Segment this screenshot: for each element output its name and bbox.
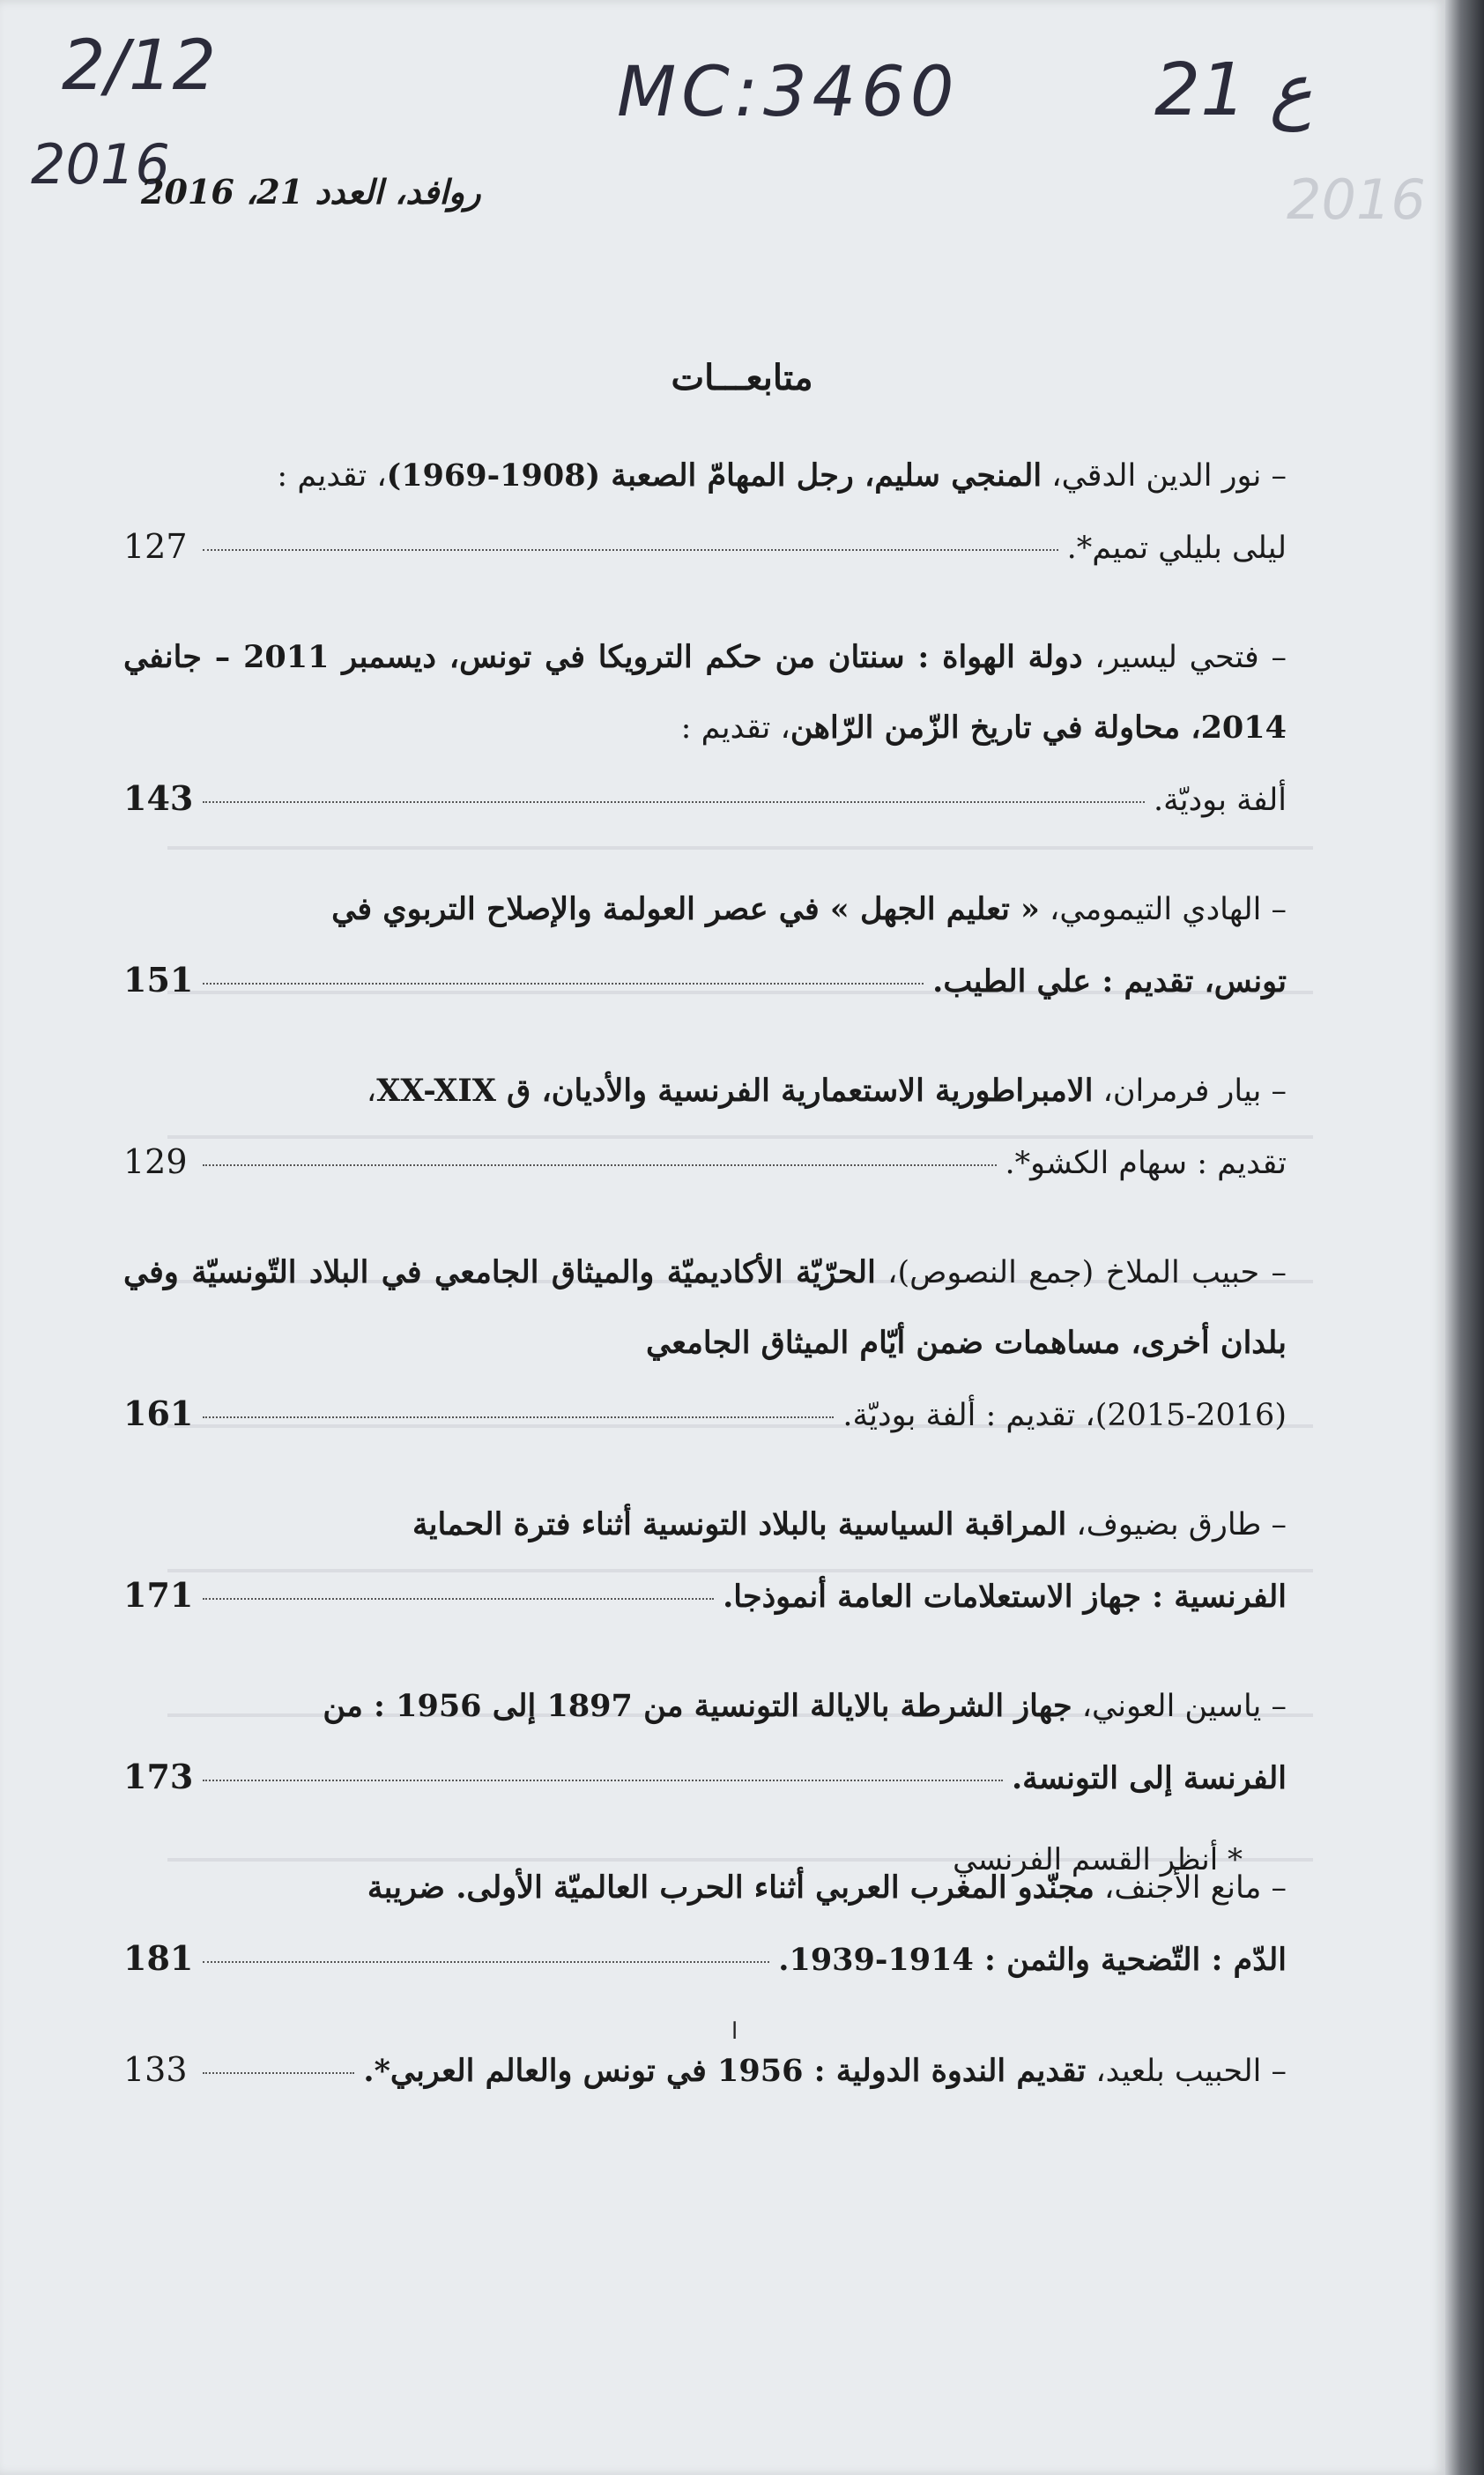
toc-entry: – الهادي التيمومي، « تعليم الجهل » في عصر العولمة والإصلاح التربوي في تونس، تقديم : علي الطيب. 151	[123, 874, 1287, 1017]
handwritten-issue-number: ع 21	[1154, 48, 1313, 132]
toc-entry: – ياسين العوني، جهاز الشرطة بالايالة التونسية من 1897 إلى 1956 : من الفرنسة إلى التونسة. 173	[123, 1671, 1287, 1814]
handwritten-note-date: 2/12	[62, 26, 217, 106]
footnote: * أنظر القسم الفرنسي	[953, 1842, 1243, 1877]
toc-entry: – بيار فرمران، الامبراطورية الاستعمارية الفرنسية والأديان، ق XX-XIX، تقديم : سهام الكشو*. 129	[123, 1056, 1287, 1199]
section-title: متابعـــات	[671, 357, 813, 398]
page-marker: ا	[731, 2018, 738, 2045]
page-number: 173	[123, 1757, 194, 1796]
handwritten-note-year: 2016	[31, 132, 170, 197]
page-number: 143	[123, 778, 194, 818]
page-number: 151	[123, 960, 194, 1000]
ghost-handwriting: 2016	[1287, 167, 1426, 232]
page-number: 127	[123, 527, 188, 566]
page-number: 129	[123, 1142, 188, 1181]
toc-entry: – فتحي ليسير، دولة الهواة : سنتان من حكم الترويكا في تونس، ديسمبر 2011 – جانفي 2014، محاولة في تاريخ الزّمن الرّاهن، تقديم : ألفة بوديّة. 143	[123, 622, 1287, 836]
table-of-contents	[123, 441, 1287, 2145]
toc-entry: – مانع الأجنف، مجنّدو المغرب العربي أثناء الحرب العالميّة الأولى. ضريبة الدّم : التّضحية والثمن : 1914-1939. 181	[123, 1853, 1287, 1996]
toc-entry: – حبيب الملاخ (جمع النصوص)، الحرّيّة الأكاديميّة والميثاق الجامعي في البلاد التّونسيّة وفي بلدان أخرى، مساهمات ضمن أيّام الميثاق الجامعي (2015-2016)، تقديم : ألفة بوديّة. 161	[123, 1238, 1287, 1451]
page-number: 133	[123, 2050, 188, 2089]
toc-entry: – الحبيب بلعيد، تقديم الندوة الدولية : 1956 في تونس والعالم العربي*. 133	[123, 2034, 1287, 2107]
book-edge	[1445, 0, 1484, 2475]
handwritten-call-number: MC:3460	[617, 53, 960, 132]
page-number: 181	[123, 1938, 194, 1978]
page-number: 161	[123, 1394, 194, 1433]
toc-entry: – نور الدين الدقي، المنجي سليم، رجل المهامّ الصعبة (1908-1969)، تقديم : ليلى بليلي تميم*. 127	[123, 441, 1287, 583]
page-number: 171	[123, 1575, 194, 1615]
journal-header: روافد، العدد 21، 2016	[141, 172, 481, 212]
toc-entry: – طارق بضيوف، المراقبة السياسية بالبلاد التونسية أثناء فترة الحماية الفرنسية : جهاز الاستعلامات العامة أنموذجا. 171	[123, 1490, 1287, 1632]
